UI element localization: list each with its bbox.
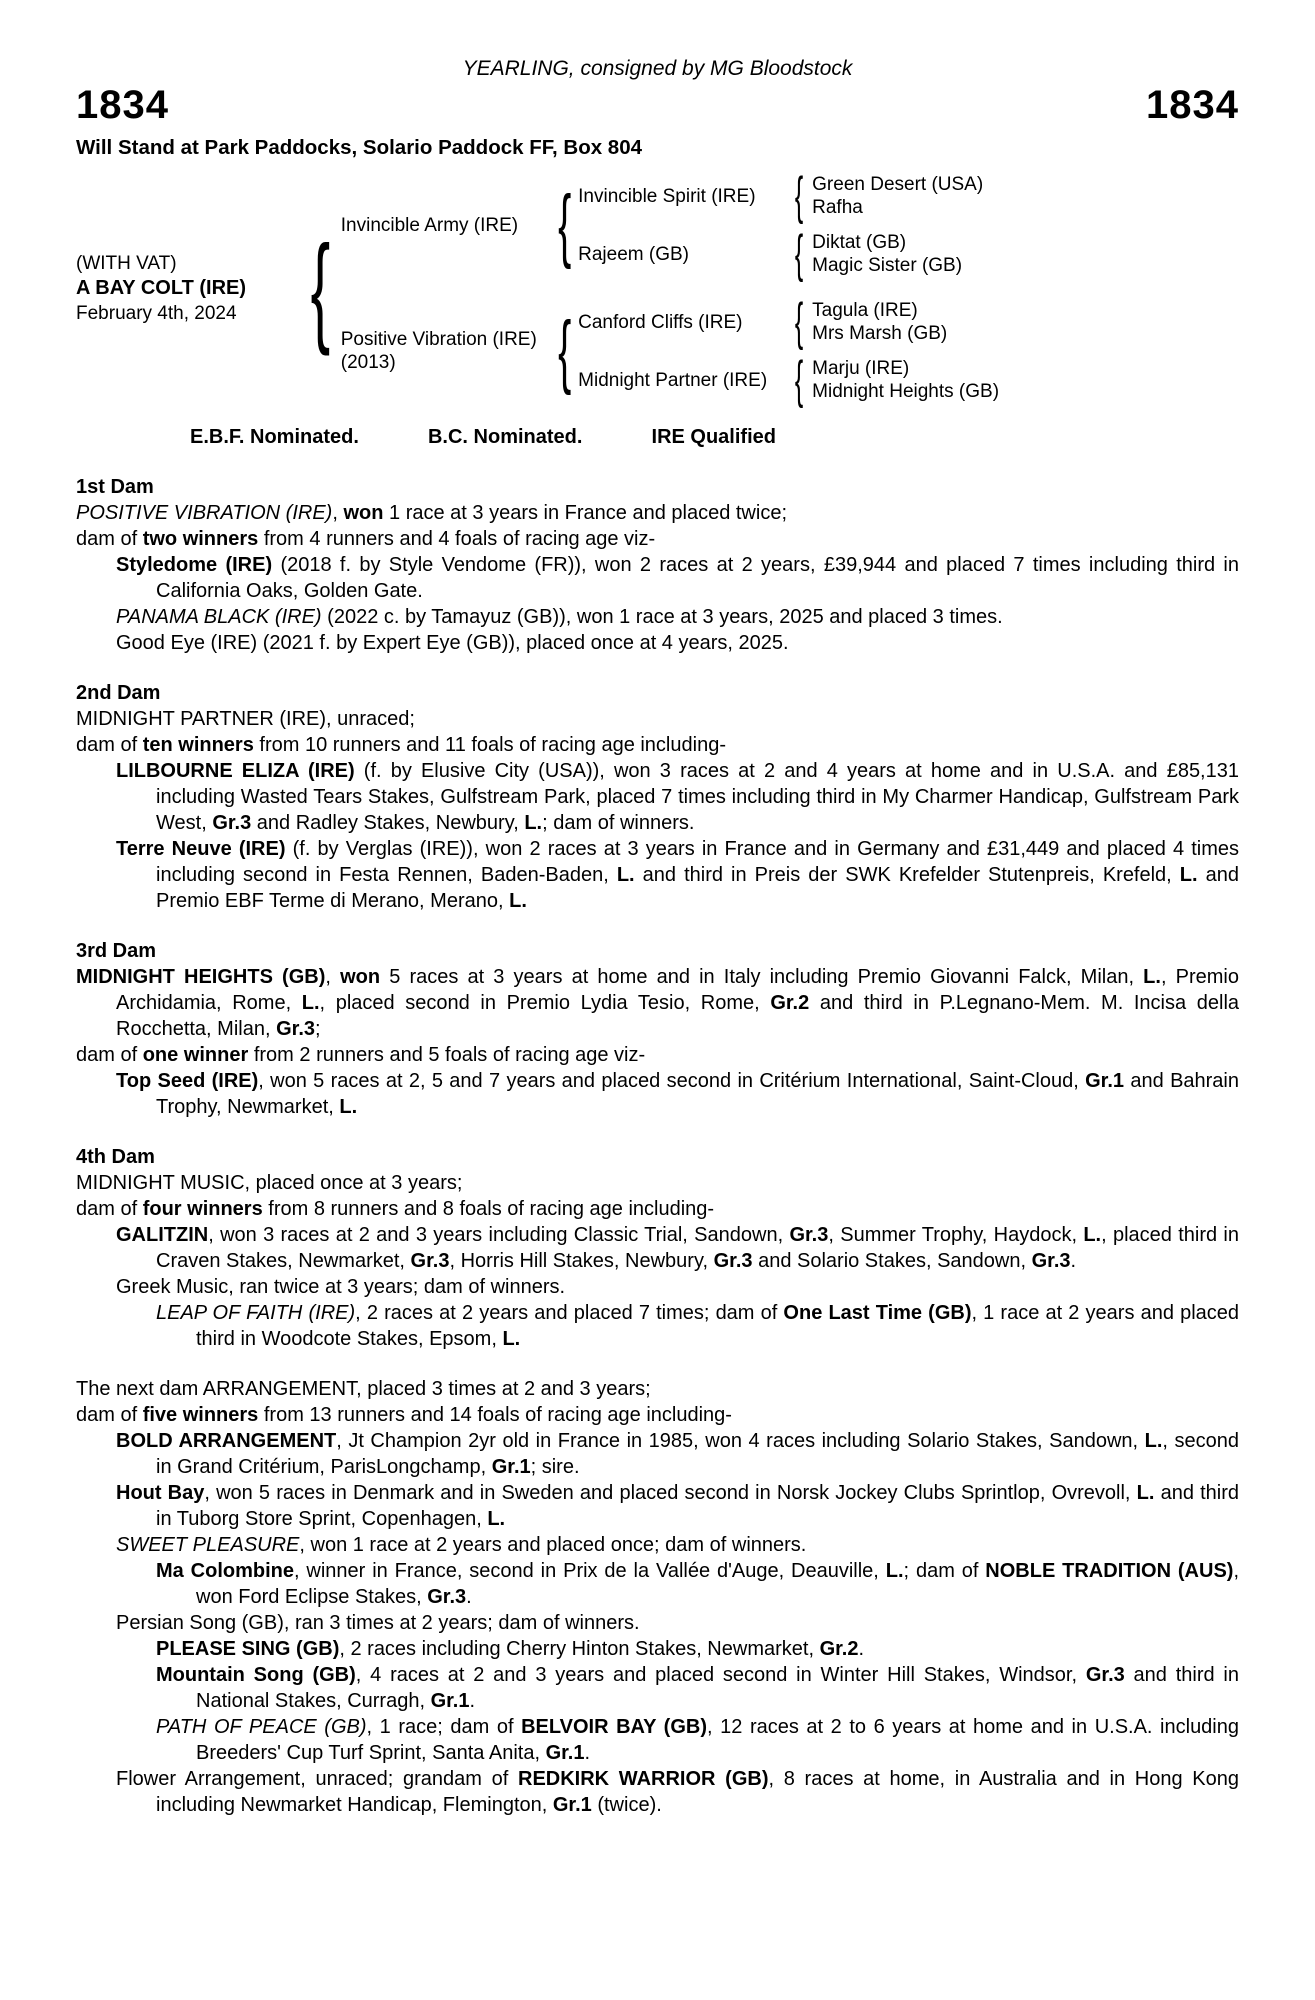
subject-foaling-date: February 4th, 2024 (76, 302, 237, 324)
text-run: POSITIVE VIBRATION (IRE) (76, 502, 333, 524)
text-run: Mountain Song (GB) (156, 1664, 356, 1686)
second-dam-name: Midnight Partner (IRE) (578, 369, 768, 391)
text-run: L. (1144, 1430, 1163, 1452)
text-run: L. (339, 1096, 358, 1118)
grandsire-parents (812, 171, 1032, 221)
text-run: L. (885, 1560, 904, 1582)
pedigree-paragraph (116, 1274, 1239, 1300)
pedigree-paragraph (116, 1480, 1239, 1532)
great-grandparent-name: Midnight Heights (GB) (812, 381, 1000, 402)
pedigree-paragraph (76, 1376, 1239, 1402)
text-run: Good Eye (IRE) (2021 f. by Expert Eye (GB)), placed once at 4 years, 2025. (116, 632, 789, 654)
text-run: , Premio Archidamia, Rome, (116, 966, 1239, 1014)
pedigree-brace-dam: { (557, 305, 572, 396)
section-heading: 1st Dam (76, 476, 154, 498)
text-run: Gr.3 (276, 1018, 315, 1040)
text-run: PLEASE SING (GB) (156, 1638, 340, 1660)
pedigree-paragraph (76, 732, 1239, 758)
stand-location-line: Will Stand at Park Paddocks, Solario Paddock FF, Box 804 (76, 136, 643, 159)
pedigree-paragraph (156, 1662, 1239, 1714)
text-run: PANAMA BLACK (IRE) (116, 606, 322, 628)
text-run: , (332, 502, 344, 524)
pedigree-paragraph (156, 1300, 1240, 1352)
dam-parents-column (578, 293, 1032, 409)
section-heading: 2nd Dam (76, 682, 161, 704)
text-run: , won 5 races in Denmark and in Sweden and placed second in Norsk Jockey Clubs Sprintlop, Ovrevoll, (204, 1482, 1137, 1504)
text-run: One Last Time (GB) (783, 1302, 972, 1324)
text-run: . (469, 1690, 476, 1712)
text-run: . (858, 1638, 865, 1660)
bc-nominated-label: B.C. Nominated. (427, 426, 583, 448)
sire-cell (341, 214, 551, 237)
text-run: ten winners (142, 734, 254, 756)
text-run: L. (1083, 1224, 1102, 1246)
text-run: 5 races at 3 years at home and in Italy including Premio Giovanni Falck, Milan, (380, 966, 1144, 988)
text-run: , second in Grand Critérium, ParisLongchamp, (156, 1430, 1240, 1478)
pedigree-paragraph (116, 1428, 1240, 1480)
text-run: from 13 runners and 14 foals of racing age including- (258, 1404, 732, 1426)
text-run: MIDNIGHT MUSIC, placed once at 3 years; (76, 1172, 463, 1194)
granddam-parents (812, 229, 1032, 279)
pedigree-paragraph (116, 1068, 1239, 1120)
second-dam-node (578, 351, 1032, 409)
text-run: and Radley Stakes, Newbury, (251, 812, 525, 834)
text-run: and third in Tuborg Store Sprint, Copenhagen, (156, 1482, 1239, 1530)
text-run: and Premio EBF Terme di Merano, Merano, (156, 864, 1239, 912)
great-grandparent-name: Tagula (IRE) (812, 300, 918, 321)
text-run: , (325, 966, 341, 988)
ire-qualified-label: IRE Qualified (651, 426, 776, 448)
grandsire-node (578, 167, 1032, 225)
text-run: Greek Music, ran twice at 3 years; dam of winners. (116, 1276, 566, 1298)
text-run: dam of (76, 1404, 143, 1426)
pedigree-paragraph (116, 552, 1239, 604)
text-run: one winner (142, 1044, 249, 1066)
text-run: . (1070, 1250, 1077, 1272)
text-run: Gr.1 (552, 1794, 592, 1816)
granddam-node (578, 225, 1032, 283)
pedigree-brace-granddam: { (794, 225, 804, 283)
text-run: GALITZIN (116, 1224, 209, 1246)
pedigree-paragraph (76, 1042, 1239, 1068)
pedigree-paragraph (76, 1170, 1239, 1196)
text-run: MIDNIGHT PARTNER (IRE), unraced; (76, 708, 415, 730)
text-run: dam of (76, 1198, 143, 1220)
grandsire-name: Invincible Spirit (IRE) (578, 185, 756, 207)
pedigree-paragraph (116, 836, 1239, 914)
text-run: SWEET PLEASURE (116, 1534, 300, 1556)
text-run: four winners (142, 1198, 263, 1220)
text-run: BELVOIR BAY (GB) (521, 1716, 707, 1738)
text-run: NOBLE TRADITION (AUS) (985, 1560, 1234, 1582)
text-run: won (340, 966, 381, 988)
text-run: dam of (76, 734, 143, 756)
text-run: Ma Colombine (156, 1560, 294, 1582)
text-run: from 2 runners and 5 foals of racing age viz- (248, 1044, 646, 1066)
pedigree-paragraph (76, 964, 1240, 1042)
text-run: (2022 c. by Tamayuz (GB)), won 1 race at 3 years, 2025 and placed 3 times. (321, 606, 1003, 628)
section-heading: 4th Dam (76, 1146, 155, 1168)
text-run: REDKIRK WARRIOR (GB) (518, 1768, 769, 1790)
text-run: two winners (142, 528, 259, 550)
granddam-name: Rajeem (GB) (578, 243, 689, 265)
text-run: and third in P.Legnano-Mem. M. Incisa della Rocchetta, Milan, (116, 992, 1240, 1040)
pedigree-paragraph (76, 706, 1239, 732)
great-grandparent-name: Green Desert (USA) (812, 174, 984, 195)
text-run: L. (524, 812, 543, 834)
text-run: L. (616, 864, 635, 886)
text-run: (2018 f. by Style Vendome (FR)), won 2 races at 2 years, £39,944 and placed 7 times including third in California Oaks, Golden Gate. (156, 554, 1239, 602)
text-run: LEAP OF FAITH (IRE) (156, 1302, 356, 1324)
text-run: , placed third in Craven Stakes, Newmarket, (156, 1224, 1239, 1272)
section-gap (76, 1352, 1239, 1376)
text-run: , Jt Champion 2yr old in France in 1985, won 4 races including Solario Stakes, Sandown, (336, 1430, 1145, 1452)
pedigree-paragraph (76, 500, 1239, 526)
pedigree-gen1-column (340, 167, 1032, 409)
text-run: Gr.1 (430, 1690, 470, 1712)
text-run: five winners (142, 1404, 259, 1426)
text-run: , Summer Trophy, Haydock, (828, 1224, 1084, 1246)
text-run: 1 race at 3 years in France and placed twice; (383, 502, 787, 524)
great-grandparent-name: Mrs Marsh (GB) (812, 323, 948, 344)
text-run: Gr.2 (770, 992, 810, 1014)
pedigree-paragraph (116, 1610, 1239, 1636)
pedigree-paragraph (116, 604, 1239, 630)
pedigree-paragraph (156, 1714, 1239, 1766)
dam-cell (341, 328, 551, 374)
pedigree-paragraph (116, 758, 1239, 836)
text-run: Gr.3 (427, 1586, 467, 1608)
text-run: Gr.3 (212, 812, 252, 834)
text-run: . (584, 1742, 591, 1764)
text-run: Top Seed (IRE) (116, 1070, 259, 1092)
text-run: MIDNIGHT HEIGHTS (GB) (76, 966, 326, 988)
text-run: Gr.3 (1085, 1664, 1125, 1686)
text-run: , won 3 races at 2 and 3 years including Classic Trial, Sandown, (208, 1224, 790, 1246)
text-run: Hout Bay (116, 1482, 205, 1504)
pedigree-brace-second-dam: { (794, 351, 804, 409)
text-run: PATH OF PEACE (GB) (156, 1716, 367, 1738)
text-run: ; dam of winners. (542, 812, 695, 834)
text-run: , Horris Hill Stakes, Newbury, (449, 1250, 714, 1272)
damsire-parents (812, 297, 1032, 347)
text-run: Terre Neuve (IRE) (116, 838, 286, 860)
pedigree-paragraph (116, 630, 1239, 656)
pedigree-paragraph (116, 1532, 1239, 1558)
pedigree-subject (76, 251, 300, 326)
dam-node (340, 293, 1032, 409)
text-run: L. (509, 890, 527, 912)
text-run: , 2 races at 2 years and placed 7 times; dam of (355, 1302, 784, 1324)
text-run: and third in Preis der SWK Krefelder Stutenpreis, Krefeld, (634, 864, 1180, 886)
pedigree-paragraph (76, 526, 1239, 552)
ebf-nominated-label: E.B.F. Nominated. (190, 426, 359, 448)
text-run: from 10 runners and 11 foals of racing age including- (253, 734, 726, 756)
text-run: ; sire. (530, 1456, 580, 1478)
text-run: , 1 race at 2 years and placed third in Woodcote Stakes, Epsom, (196, 1302, 1240, 1350)
text-run: L. (1136, 1482, 1155, 1504)
great-grandparent-name: Marju (IRE) (812, 358, 910, 379)
lot-number-left: 1834 (76, 83, 169, 127)
damsire-node (578, 293, 1032, 351)
text-run: ; dam of (903, 1560, 986, 1582)
second-dam-parents (812, 355, 1032, 405)
pedigree-paragraph (76, 1402, 1239, 1428)
sire-node (340, 167, 1032, 283)
text-run: and Bahrain Trophy, Newmarket, (156, 1070, 1239, 1118)
pedigree-brace-sire: { (557, 179, 572, 270)
subject-name: A BAY COLT (IRE) (76, 276, 247, 299)
pedigree-paragraph (116, 1222, 1239, 1274)
text-run: (f. by Verglas (IRE)), won 2 races at 3 years in France and in Germany and £31,449 and placed 4 times including second in Festa Rennen, Baden-Baden, (156, 838, 1239, 886)
text-run: The next dam ARRANGEMENT, placed 3 times at 2 and 3 years; (76, 1378, 651, 1400)
text-run: dam of (76, 1044, 143, 1066)
text-run: Gr.2 (819, 1638, 859, 1660)
text-run: , winner in France, second in Prix de la Vallée d'Auge, Deauville, (293, 1560, 886, 1582)
pedigree-tree (76, 167, 1239, 409)
text-run: , won Ford Eclipse Stakes, (196, 1560, 1240, 1608)
text-run: L. (1143, 966, 1161, 988)
text-run: BOLD ARRANGEMENT (116, 1430, 337, 1452)
text-run: , 12 races at 2 to 6 years at home and in U.S.A. including Breeders' Cup Turf Sprint, Santa Anita, (196, 1716, 1239, 1764)
text-run: (f. by Elusive City (USA)), won 3 races at 2 and 4 years at home and in U.S.A. and £85,131 including Wasted Tears Stakes, Gulfstream Park, placed 7 times including third in My Charmer Handicap, Gulfstream Park West, (156, 760, 1239, 834)
text-run: Gr.3 (1031, 1250, 1071, 1272)
text-run: Flower Arrangement, unraced; grandam of (116, 1768, 518, 1790)
great-grandparent-name: Diktat (GB) (812, 232, 907, 253)
text-run: won (343, 502, 384, 524)
pedigree-brace-damsire: { (794, 293, 804, 351)
text-run: and Solario Stakes, Sandown, (752, 1250, 1032, 1272)
catalog-sections (76, 474, 1239, 1818)
pedigree-paragraph (156, 1558, 1240, 1610)
section-heading: 3rd Dam (76, 940, 157, 962)
dam-year: (2013) (340, 352, 396, 373)
damsire-name: Canford Cliffs (IRE) (578, 311, 743, 333)
text-run: Gr.3 (713, 1250, 753, 1272)
nominations-row (190, 424, 776, 450)
text-run: from 8 runners and 8 foals of racing age including- (262, 1198, 715, 1220)
text-run: L. (301, 992, 320, 1014)
text-run: from 4 runners and 4 foals of racing age viz- (258, 528, 656, 550)
dam-name: Positive Vibration (IRE) (340, 329, 537, 350)
text-run: L. (1179, 864, 1198, 886)
consignor-line: YEARLING, consigned by MG Bloodstock (462, 57, 853, 80)
text-run: , won 1 race at 2 years and placed once; dam of winners. (299, 1534, 807, 1556)
text-run: dam of (76, 528, 143, 550)
pedigree-brace-grandsire: { (794, 167, 804, 225)
great-grandparent-name: Magic Sister (GB) (812, 255, 963, 276)
text-run: , won 5 races at 2, 5 and 7 years and placed second in Critérium International, Saint-Cloud, (258, 1070, 1086, 1092)
with-vat-label: (WITH VAT) (76, 252, 177, 274)
text-run: Gr.1 (1085, 1070, 1125, 1092)
text-run: , 8 races at home, in Australia and in Hong Kong including Newmarket Handicap, Flemington, (156, 1768, 1239, 1816)
text-run: , 1 race; dam of (366, 1716, 522, 1738)
text-run: Styledome (IRE) (116, 554, 273, 576)
text-run: Gr.1 (545, 1742, 585, 1764)
great-grandparent-name: Rafha (812, 197, 863, 218)
pedigree-brace-gen1: { (310, 220, 331, 356)
lot-number-right: 1834 (1146, 83, 1239, 127)
text-run: Gr.3 (410, 1250, 450, 1272)
pedigree-paragraph (116, 1766, 1239, 1818)
text-run: , placed second in Premio Lydia Tesio, Rome, (319, 992, 771, 1014)
text-run: and third in National Stakes, Curragh, (196, 1664, 1239, 1712)
text-run: Gr.1 (491, 1456, 531, 1478)
text-run: (twice). (591, 1794, 662, 1816)
text-run: Persian Song (GB), ran 3 times at 2 years; dam of winners. (116, 1612, 640, 1634)
pedigree-paragraph (76, 1196, 1239, 1222)
text-run: ; (315, 1018, 321, 1040)
pedigree-paragraph (156, 1636, 1239, 1662)
text-run: L. (487, 1508, 506, 1530)
sire-parents-column (578, 167, 1032, 283)
text-run: . (466, 1586, 472, 1608)
text-run: , 2 races including Cherry Hinton Stakes, Newmarket, (339, 1638, 820, 1660)
text-run: LILBOURNE ELIZA (IRE) (116, 760, 355, 782)
text-run: Gr.3 (789, 1224, 829, 1246)
text-run: L. (502, 1328, 521, 1350)
text-run: , 4 races at 2 and 3 years and placed second in Winter Hill Stakes, Windsor, (355, 1664, 1086, 1686)
lot-number-row (76, 82, 1239, 128)
sire-name: Invincible Army (IRE) (340, 214, 519, 236)
